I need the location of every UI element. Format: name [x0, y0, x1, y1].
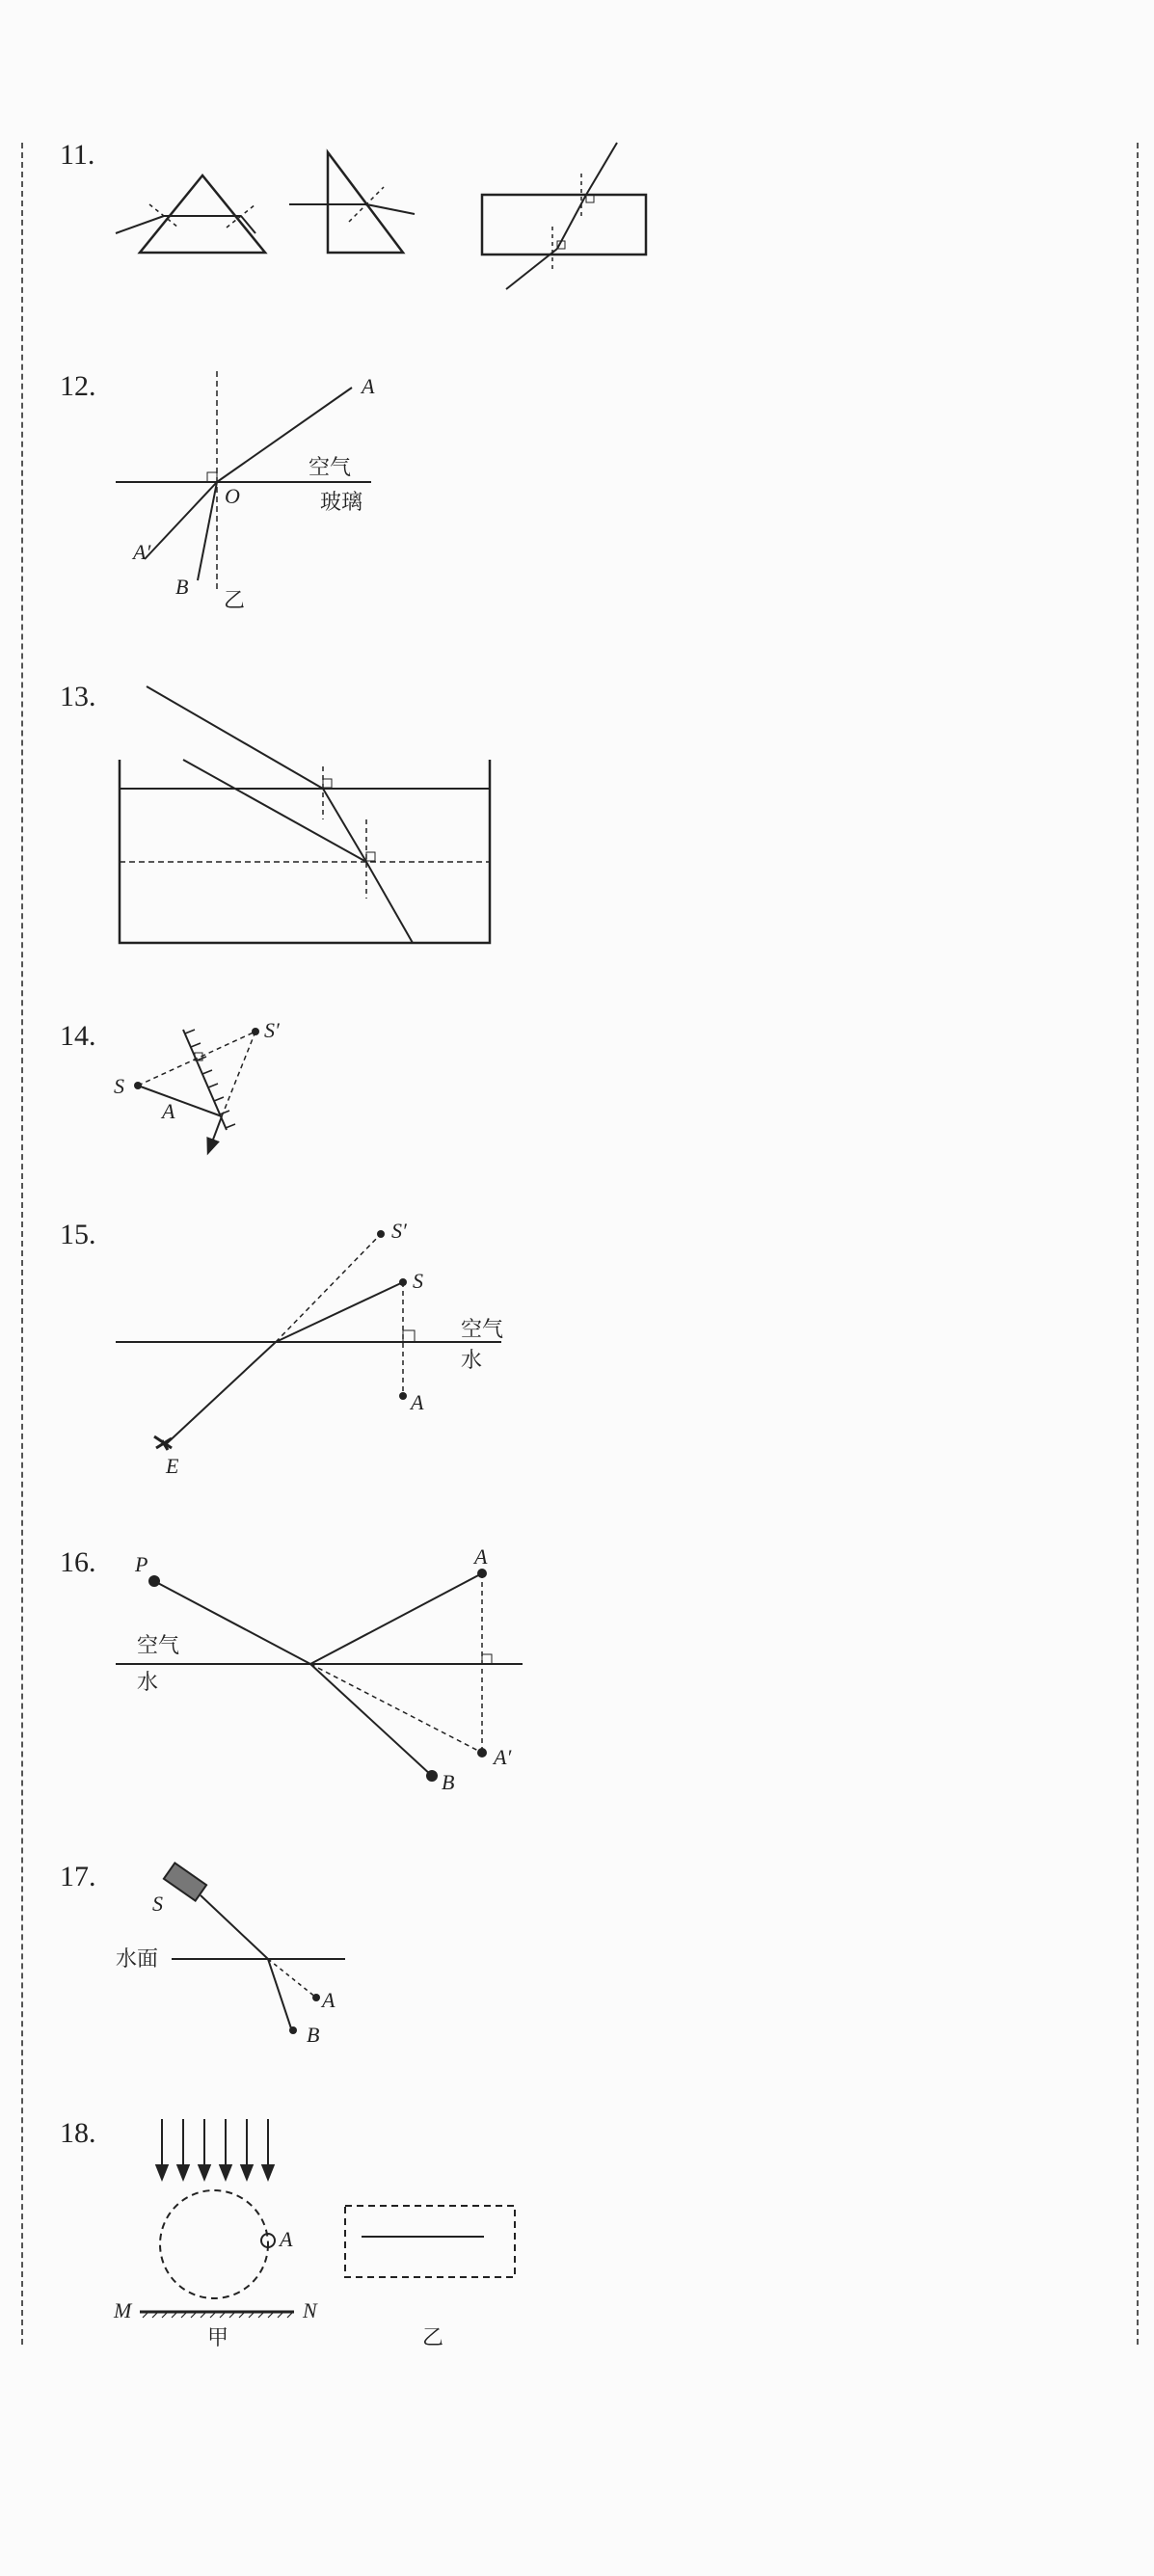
label-S-prime: S′: [391, 1219, 407, 1243]
right-angle-mark: [403, 1330, 415, 1342]
label-A: A: [280, 2227, 293, 2251]
q15-figure: [106, 1217, 530, 1487]
dashed-line: [310, 1664, 482, 1753]
right-angle-mark: [207, 472, 217, 482]
glass-slab: [482, 195, 646, 255]
label-jia: 甲: [207, 2326, 229, 2350]
label-air: 空气: [137, 1634, 180, 1658]
light-ray: [147, 686, 323, 789]
label-B: B: [307, 2023, 320, 2047]
label-yi: 乙: [422, 2326, 444, 2350]
label-A-prime: A′: [494, 1745, 512, 1769]
refracted-ray: [164, 1342, 276, 1446]
q14-figure: [106, 1014, 318, 1159]
q12-figure: [106, 366, 395, 617]
label-yi: 乙: [224, 589, 246, 613]
label-S: S: [413, 1269, 423, 1293]
laser-pointer: [164, 1863, 206, 1900]
incident-ray: [201, 1895, 268, 1959]
label-P: P: [135, 1552, 148, 1576]
refracted-ray: [268, 1959, 291, 2028]
dashed-line: [138, 1032, 255, 1086]
light-ray: [323, 789, 366, 862]
q18-figure: [106, 2113, 550, 2364]
label-air: 空气: [309, 456, 352, 480]
right-angle-mark: [482, 1654, 492, 1664]
q16-figure: [106, 1543, 550, 1803]
container: [120, 760, 490, 943]
right-angle-mark: [323, 779, 332, 788]
right-margin-dashed-line: [1137, 143, 1139, 2345]
label-glass: 玻璃: [320, 491, 363, 515]
refracted-ray: [198, 482, 217, 580]
label-N: N: [303, 2298, 317, 2322]
incident-ray: [310, 1573, 482, 1664]
q11-figure: [96, 135, 675, 309]
label-A-prime: A′: [133, 540, 151, 564]
reflected-ray: [210, 1116, 222, 1147]
incident-ray: [276, 1282, 403, 1342]
dashed-box: [345, 2206, 515, 2277]
label-S-prime: S′: [264, 1018, 280, 1042]
question-number-16: 16.: [60, 1546, 96, 1578]
arrow-mark: [220, 1618, 241, 1629]
label-M: M: [114, 2298, 132, 2322]
label-A: A: [162, 1099, 175, 1123]
question-number-18: 18.: [60, 2117, 96, 2149]
eye-icon: [154, 1436, 172, 1450]
label-A: A: [411, 1390, 424, 1414]
light-ray: [183, 760, 366, 862]
point-A: [312, 1994, 320, 2001]
dashed-line: [276, 1234, 381, 1342]
label-A: A: [362, 374, 375, 398]
prism-right-triangle: [328, 152, 403, 253]
right-angle-mark: [366, 852, 375, 861]
label-S: S: [152, 1892, 163, 1916]
reflected-ray: [145, 482, 217, 559]
q17-figure: [106, 1857, 395, 2050]
label-B: B: [442, 1770, 455, 1794]
prism-triangle: [140, 175, 265, 253]
label-O: O: [225, 484, 240, 508]
question-number-17: 17.: [60, 1861, 96, 1892]
point-B: [289, 2026, 297, 2034]
light-ray: [366, 862, 413, 943]
question-number-14: 14.: [60, 1020, 96, 1052]
label-water: 水: [137, 1671, 159, 1695]
dashed-circle-path: [160, 2190, 268, 2298]
label-water: 水: [461, 1349, 483, 1373]
question-number-13: 13.: [60, 681, 96, 712]
question-number-11: 11.: [60, 139, 95, 171]
left-margin-dashed-line: [21, 143, 23, 2345]
label-air: 空气: [461, 1318, 504, 1342]
label-B: B: [175, 575, 189, 599]
label-water-surface: 水面: [116, 1947, 159, 1972]
light-ray: [586, 143, 617, 195]
label-E: E: [166, 1454, 179, 1478]
label-S: S: [114, 1074, 124, 1098]
q13-figure: [106, 675, 511, 954]
label-A: A: [474, 1544, 488, 1569]
refracted-ray: [310, 1664, 432, 1776]
question-number-12: 12.: [60, 370, 96, 402]
question-number-15: 15.: [60, 1219, 96, 1250]
label-A: A: [322, 1988, 335, 2012]
